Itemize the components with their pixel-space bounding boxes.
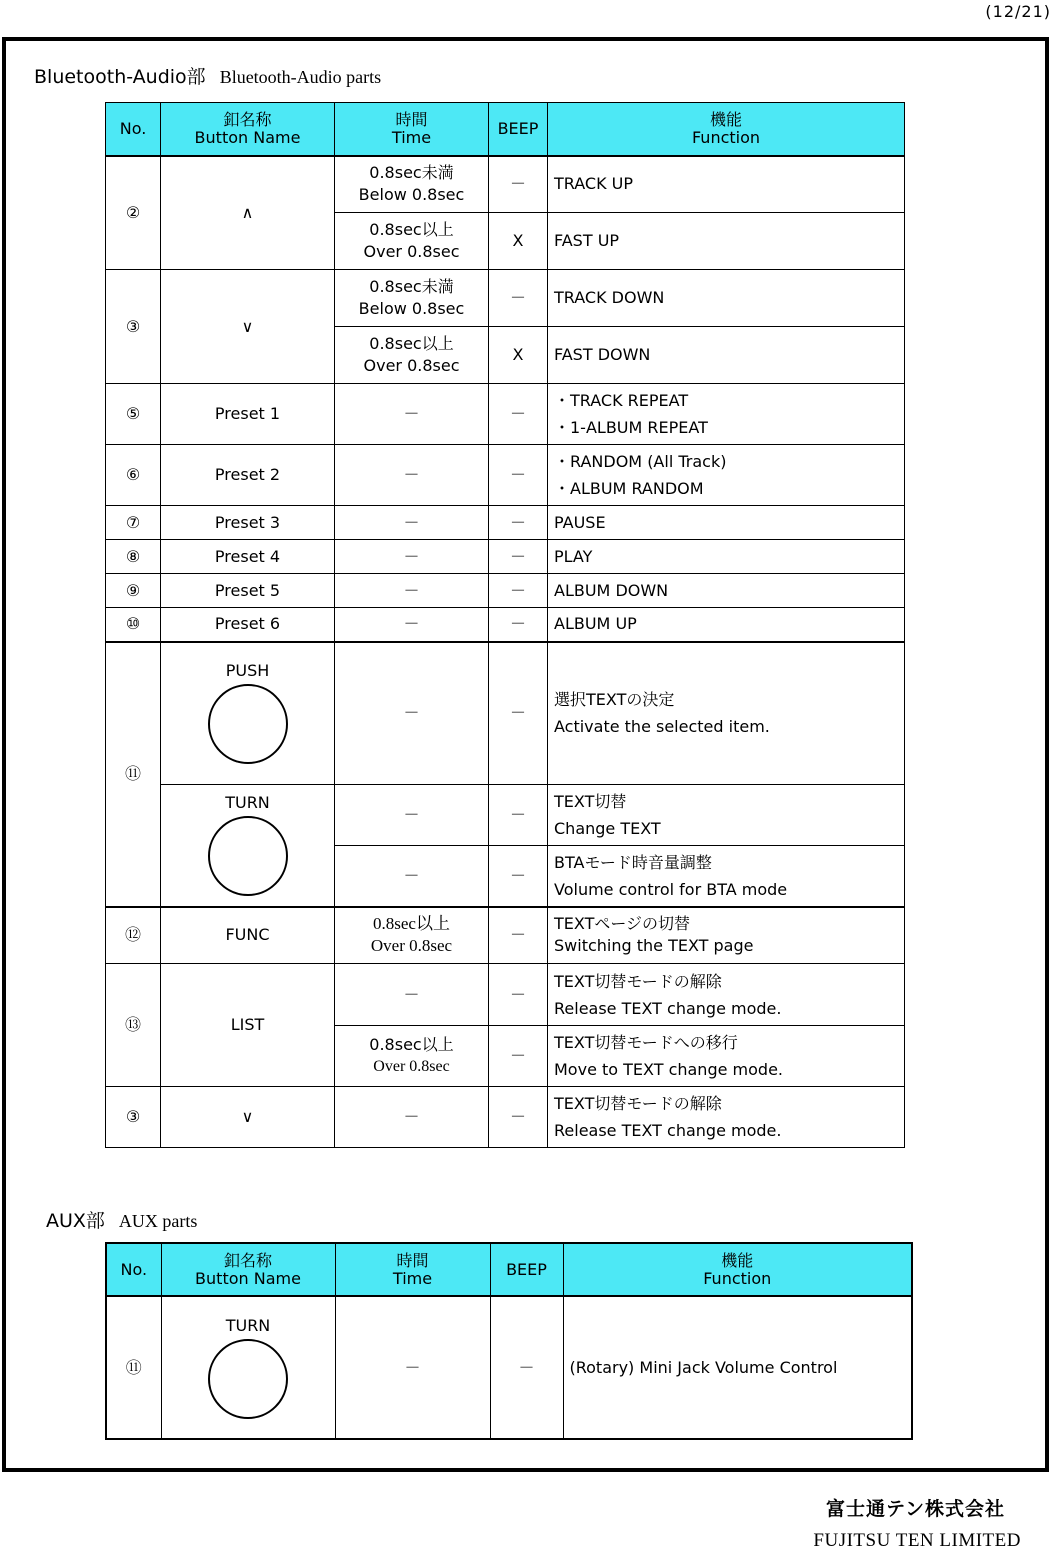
time-cell: － [335,574,489,608]
function-cell: TEXT切替モードへの移行 Move to TEXT change mode. [548,1026,905,1087]
beep-cell: － [489,574,548,608]
header-beep: BEEP [489,103,548,156]
row-number: ⑪ [106,1296,161,1439]
function-cell: ALBUM UP [548,608,905,642]
time-cell: － [335,540,489,574]
beep-cell: X [489,327,548,384]
table-row [106,608,905,642]
turn-label: TURN [225,793,270,813]
page-number: (12/21) [985,2,1051,21]
aux-section-title [46,1206,197,1233]
time-cell: 0.8sec以上 Over 0.8sec [335,907,489,964]
company-name-en: FUJITSU TEN LIMITED [813,1530,1021,1551]
time-cell: 0.8sec以上 Over 0.8sec [335,1026,489,1087]
time-cell: － [335,445,489,506]
push-label: PUSH [225,661,270,681]
function-cell: PLAY [548,540,905,574]
header-function: 機能 Function [563,1243,912,1296]
time-cell: － [335,785,489,846]
table-row [106,540,905,574]
function-cell: TRACK DOWN [548,270,905,327]
bt-section-title-jp: Bluetooth-Audio部 [34,66,206,88]
button-name: ∧ [161,156,335,270]
button-name: Preset 6 [161,608,335,642]
beep-cell: － [489,785,548,846]
row-number: ⑫ [106,907,161,964]
beep-cell: X [489,213,548,270]
table-row [106,1296,912,1439]
time-cell: 0.8sec以上 Over 0.8sec [335,213,489,270]
row-number: ③ [106,1087,161,1148]
time-cell: 0.8sec未満 Below 0.8sec [335,156,489,213]
function-cell: (Rotary) Mini Jack Volume Control [563,1296,912,1439]
aux-table [105,1242,913,1440]
bt-section-title [34,62,381,89]
row-number: ⑨ [106,574,161,608]
button-name: LIST [161,964,335,1087]
function-cell: ALBUM DOWN [548,574,905,608]
function-cell: PAUSE [548,506,905,540]
function-cell: TEXT切替 Change TEXT [548,785,905,846]
button-name: Preset 4 [161,540,335,574]
table-row [106,156,905,213]
turn-label: TURN [225,1315,271,1335]
row-number: ⑤ [106,384,161,445]
header-name: 釦名称 Button Name [161,1243,335,1296]
time-cell: 0.8sec未満 Below 0.8sec [335,270,489,327]
header-beep: BEEP [490,1243,563,1296]
beep-cell: － [489,1087,548,1148]
beep-cell: － [490,1296,563,1439]
beep-cell: － [489,156,548,213]
time-cell: － [335,1087,489,1148]
table-row [106,785,905,846]
table-row [106,270,905,327]
time-cell: － [335,964,489,1026]
aux-section-title-jp: AUX部 [46,1210,105,1232]
time-cell: － [335,846,489,907]
button-name: Preset 5 [161,574,335,608]
function-cell: ・TRACK REPEAT ・1-ALBUM REPEAT [548,384,905,445]
table-row [106,964,905,1026]
time-cell: － [335,608,489,642]
row-number: ③ [106,270,161,384]
beep-cell: － [489,1026,548,1087]
company-name-jp: 富士通テン株式会社 [825,1498,1005,1520]
beep-cell: － [489,907,548,964]
function-cell: TRACK UP [548,156,905,213]
bt-header-row [106,103,905,156]
header-function: 機能 Function [548,103,905,156]
time-cell: － [335,642,489,785]
beep-cell: － [489,384,548,445]
beep-cell: － [489,270,548,327]
row-number: ⑪ [106,642,161,907]
row-number: ⑦ [106,506,161,540]
time-cell: － [335,1296,490,1439]
push-knob-cell [161,642,335,785]
header-time: 時間 Time [335,103,489,156]
button-name: Preset 1 [161,384,335,445]
function-cell: BTAモード時音量調整 Volume control for BTA mode [548,846,905,907]
button-name: Preset 2 [161,445,335,506]
function-cell: TEXT切替モードの解除 Release TEXT change mode. [548,1087,905,1148]
beep-cell: － [489,540,548,574]
function-cell: TEXT切替モードの解除 Release TEXT change mode. [548,964,905,1026]
bt-table [105,102,905,1148]
table-row [106,1087,905,1148]
function-cell: FAST UP [548,213,905,270]
button-name: FUNC [161,907,335,964]
table-row [106,506,905,540]
beep-cell: － [489,506,548,540]
turn-knob-cell [161,785,335,907]
row-number: ⑧ [106,540,161,574]
header-no: No. [106,103,161,156]
button-name: ∨ [161,270,335,384]
function-cell: TEXTページの切替 Switching the TEXT page [548,907,905,964]
table-row [106,445,905,506]
beep-cell: － [489,642,548,785]
row-number: ⑥ [106,445,161,506]
table-row [106,642,905,785]
function-cell: ・RANDOM (All Track) ・ALBUM RANDOM [548,445,905,506]
aux-header-row [106,1243,912,1296]
table-row [106,574,905,608]
table-row [106,907,905,964]
beep-cell: － [489,964,548,1026]
header-name: 釦名称 Button Name [161,103,335,156]
knob-circle-icon [208,1339,288,1419]
row-number: ② [106,156,161,270]
beep-cell: － [489,445,548,506]
time-cell: 0.8sec以上 Over 0.8sec [335,327,489,384]
table-row [106,384,905,445]
header-time: 時間 Time [335,1243,490,1296]
row-number: ⑬ [106,964,161,1087]
bt-section-subtitle: Bluetooth-Audio parts [219,67,382,87]
header-no: No. [106,1243,161,1296]
aux-section-subtitle: AUX parts [118,1211,198,1231]
button-name: ∨ [161,1087,335,1148]
knob-circle-icon [208,684,288,764]
function-cell: 選択TEXTの決定 Activate the selected item. [548,642,905,785]
button-name: Preset 3 [161,506,335,540]
beep-cell: － [489,846,548,907]
time-cell: － [335,506,489,540]
row-number: ⑩ [106,608,161,642]
beep-cell: － [489,608,548,642]
knob-circle-icon [208,816,288,896]
time-cell: － [335,384,489,445]
function-cell: FAST DOWN [548,327,905,384]
turn-knob-cell [161,1296,335,1439]
